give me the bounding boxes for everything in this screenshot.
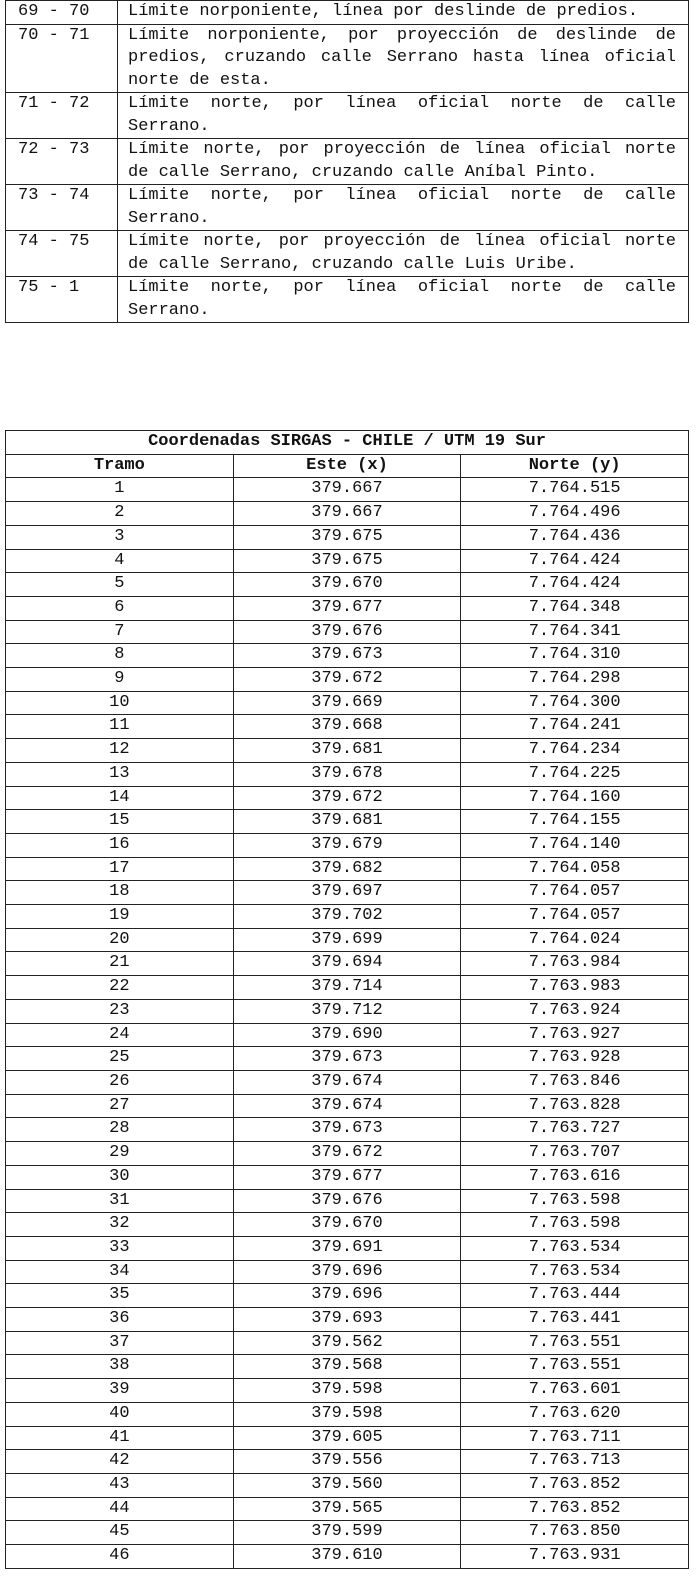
este-cell: 379.672 [233,786,461,810]
table-row [6,976,689,1000]
tramo-cell: 46 [6,1545,234,1569]
este-cell: 379.670 [233,1213,461,1237]
norte-cell: 7.764.140 [461,833,689,857]
norte-cell: 7.764.160 [461,786,689,810]
este-cell: 379.681 [233,810,461,834]
norte-cell: 7.763.711 [461,1426,689,1450]
norte-cell: 7.763.444 [461,1284,689,1308]
tramo-cell: 28 [6,1118,234,1142]
norte-cell: 7.764.348 [461,596,689,620]
este-cell: 379.610 [233,1545,461,1569]
este-cell: 379.598 [233,1379,461,1403]
norte-cell: 7.764.436 [461,525,689,549]
table-row [6,525,689,549]
column-header-tramo: Tramo [6,454,234,478]
tramo-cell: 37 [6,1331,234,1355]
norte-cell: 7.764.241 [461,715,689,739]
tramo-cell: 42 [6,1450,234,1474]
tramo-cell: 35 [6,1284,234,1308]
este-cell: 379.605 [233,1426,461,1450]
table-row [6,739,689,763]
table-row [6,502,689,526]
limit-row [6,277,689,323]
este-cell: 379.668 [233,715,461,739]
table-row [6,1118,689,1142]
tramo-cell: 19 [6,905,234,929]
norte-cell: 7.763.852 [461,1497,689,1521]
norte-cell: 7.764.057 [461,905,689,929]
tramo-cell: 4 [6,549,234,573]
table-row [6,1331,689,1355]
table-row [6,1023,689,1047]
este-cell: 379.674 [233,1094,461,1118]
tramo-cell: 33 [6,1236,234,1260]
este-cell: 379.667 [233,478,461,502]
table-row [6,1426,689,1450]
table-row [6,620,689,644]
este-cell: 379.667 [233,502,461,526]
este-cell: 379.675 [233,525,461,549]
este-cell: 379.598 [233,1402,461,1426]
coordinates-header-row [6,454,689,478]
table-row [6,1497,689,1521]
tramo-cell: 38 [6,1355,234,1379]
limit-segment: 73 - 74 [6,185,118,231]
norte-cell: 7.764.300 [461,691,689,715]
norte-cell: 7.763.727 [461,1118,689,1142]
limit-row [6,93,689,139]
table-row [6,573,689,597]
este-cell: 379.676 [233,1189,461,1213]
table-row [6,1213,689,1237]
tramo-cell: 14 [6,786,234,810]
norte-cell: 7.763.828 [461,1094,689,1118]
norte-cell: 7.764.424 [461,549,689,573]
limit-row [6,1,689,25]
norte-cell: 7.763.852 [461,1473,689,1497]
table-row [6,928,689,952]
norte-cell: 7.764.155 [461,810,689,834]
table-row [6,1165,689,1189]
table-row [6,1142,689,1166]
tramo-cell: 30 [6,1165,234,1189]
este-cell: 379.675 [233,549,461,573]
table-row [6,1450,689,1474]
limit-row [6,231,689,277]
norte-cell: 7.763.924 [461,999,689,1023]
limit-description: Límite norponiente, línea por deslinde de predios. [118,1,689,25]
table-row [6,762,689,786]
norte-cell: 7.763.551 [461,1331,689,1355]
table-row [6,715,689,739]
tramo-cell: 20 [6,928,234,952]
norte-cell: 7.763.441 [461,1308,689,1332]
este-cell: 379.565 [233,1497,461,1521]
este-cell: 379.679 [233,833,461,857]
tramo-cell: 6 [6,596,234,620]
coordinates-table-title: Coordenadas SIRGAS - CHILE / UTM 19 Sur [6,431,689,455]
table-row [6,1402,689,1426]
tramo-cell: 23 [6,999,234,1023]
table-row [6,1379,689,1403]
norte-cell: 7.763.850 [461,1521,689,1545]
table-row [6,952,689,976]
norte-cell: 7.764.424 [461,573,689,597]
tramo-cell: 1 [6,478,234,502]
tramo-cell: 45 [6,1521,234,1545]
este-cell: 379.682 [233,857,461,881]
norte-cell: 7.764.058 [461,857,689,881]
tramo-cell: 17 [6,857,234,881]
limit-segment: 70 - 71 [6,24,118,93]
limit-segment: 71 - 72 [6,93,118,139]
este-cell: 379.714 [233,976,461,1000]
este-cell: 379.674 [233,1070,461,1094]
este-cell: 379.673 [233,1047,461,1071]
column-header-este: Este (x) [233,454,461,478]
coordinates-table-body [6,478,689,1568]
norte-cell: 7.763.931 [461,1545,689,1569]
este-cell: 379.712 [233,999,461,1023]
este-cell: 379.673 [233,1118,461,1142]
norte-cell: 7.764.496 [461,502,689,526]
tramo-cell: 21 [6,952,234,976]
table-row [6,810,689,834]
limit-description: Límite norte, por línea oficial norte de calle Serrano. [118,93,689,139]
este-cell: 379.672 [233,668,461,692]
este-cell: 379.681 [233,739,461,763]
table-row [6,549,689,573]
norte-cell: 7.763.534 [461,1260,689,1284]
table-row [6,833,689,857]
table-row [6,668,689,692]
table-row [6,596,689,620]
norte-cell: 7.763.551 [461,1355,689,1379]
este-cell: 379.556 [233,1450,461,1474]
tramo-cell: 13 [6,762,234,786]
limit-row [6,24,689,93]
tramo-cell: 9 [6,668,234,692]
tramo-cell: 8 [6,644,234,668]
este-cell: 379.702 [233,905,461,929]
este-cell: 379.696 [233,1260,461,1284]
table-row [6,1355,689,1379]
norte-cell: 7.764.225 [461,762,689,786]
table-row [6,905,689,929]
este-cell: 379.672 [233,1142,461,1166]
este-cell: 379.562 [233,1331,461,1355]
tramo-cell: 27 [6,1094,234,1118]
tramo-cell: 18 [6,881,234,905]
este-cell: 379.694 [233,952,461,976]
este-cell: 379.673 [233,644,461,668]
limit-row [6,185,689,231]
norte-cell: 7.763.534 [461,1236,689,1260]
table-row [6,1070,689,1094]
este-cell: 379.560 [233,1473,461,1497]
norte-cell: 7.763.846 [461,1070,689,1094]
este-cell: 379.697 [233,881,461,905]
norte-cell: 7.764.341 [461,620,689,644]
este-cell: 379.568 [233,1355,461,1379]
limit-row [6,139,689,185]
table-row [6,1473,689,1497]
este-cell: 379.699 [233,928,461,952]
tramo-cell: 26 [6,1070,234,1094]
tramo-cell: 5 [6,573,234,597]
norte-cell: 7.763.616 [461,1165,689,1189]
table-row [6,999,689,1023]
norte-cell: 7.764.515 [461,478,689,502]
tramo-cell: 12 [6,739,234,763]
tramo-cell: 11 [6,715,234,739]
este-cell: 379.669 [233,691,461,715]
table-row [6,1189,689,1213]
norte-cell: 7.764.024 [461,928,689,952]
table-row [6,1047,689,1071]
limit-description: Límite norponiente, por proyección de deslinde de predios, cruzando calle Serrano hasta línea oficial norte de esta. [118,24,689,93]
este-cell: 379.693 [233,1308,461,1332]
limit-description: Límite norte, por línea oficial norte de calle Serrano. [118,185,689,231]
table-row [6,1308,689,1332]
table-row [6,1521,689,1545]
este-cell: 379.670 [233,573,461,597]
tramo-cell: 41 [6,1426,234,1450]
table-row [6,881,689,905]
limit-segment: 69 - 70 [6,1,118,25]
tramo-cell: 39 [6,1379,234,1403]
tramo-cell: 25 [6,1047,234,1071]
norte-cell: 7.763.983 [461,976,689,1000]
norte-cell: 7.763.620 [461,1402,689,1426]
norte-cell: 7.763.598 [461,1189,689,1213]
tramo-cell: 7 [6,620,234,644]
norte-cell: 7.764.234 [461,739,689,763]
tramo-cell: 3 [6,525,234,549]
tramo-cell: 34 [6,1260,234,1284]
table-row [6,691,689,715]
tramo-cell: 44 [6,1497,234,1521]
norte-cell: 7.764.057 [461,881,689,905]
limits-table-body [6,1,689,323]
norte-cell: 7.763.601 [461,1379,689,1403]
tramo-cell: 24 [6,1023,234,1047]
norte-cell: 7.763.713 [461,1450,689,1474]
norte-cell: 7.763.927 [461,1023,689,1047]
tramo-cell: 40 [6,1402,234,1426]
tramo-cell: 29 [6,1142,234,1166]
norte-cell: 7.764.298 [461,668,689,692]
este-cell: 379.678 [233,762,461,786]
column-header-norte: Norte (y) [461,454,689,478]
limit-segment: 74 - 75 [6,231,118,277]
limit-description: Límite norte, por línea oficial norte de calle Serrano. [118,277,689,323]
norte-cell: 7.763.928 [461,1047,689,1071]
tramo-cell: 10 [6,691,234,715]
este-cell: 379.677 [233,596,461,620]
table-row [6,1094,689,1118]
tramo-cell: 16 [6,833,234,857]
limit-description: Límite norte, por proyección de línea oficial norte de calle Serrano, cruzando calle Luis Uribe. [118,231,689,277]
este-cell: 379.691 [233,1236,461,1260]
tramo-cell: 36 [6,1308,234,1332]
coordinates-table-head [6,431,689,478]
este-cell: 379.690 [233,1023,461,1047]
table-row [6,857,689,881]
limit-description: Límite norte, por proyección de línea oficial norte de calle Serrano, cruzando calle Aníbal Pinto. [118,139,689,185]
limits-table [5,0,689,323]
este-cell: 379.696 [233,1284,461,1308]
norte-cell: 7.763.598 [461,1213,689,1237]
norte-cell: 7.763.707 [461,1142,689,1166]
tramo-cell: 2 [6,502,234,526]
este-cell: 379.599 [233,1521,461,1545]
tramo-cell: 22 [6,976,234,1000]
este-cell: 379.677 [233,1165,461,1189]
norte-cell: 7.764.310 [461,644,689,668]
table-row [6,1236,689,1260]
table-row [6,786,689,810]
table-row [6,1545,689,1569]
table-row [6,478,689,502]
tramo-cell: 15 [6,810,234,834]
tramo-cell: 43 [6,1473,234,1497]
tramo-cell: 32 [6,1213,234,1237]
table-row [6,644,689,668]
coordinates-table [5,430,689,1569]
table-row [6,1260,689,1284]
limit-segment: 75 - 1 [6,277,118,323]
coordinates-title-row [6,431,689,455]
table-row [6,1284,689,1308]
limit-segment: 72 - 73 [6,139,118,185]
este-cell: 379.676 [233,620,461,644]
norte-cell: 7.763.984 [461,952,689,976]
tramo-cell: 31 [6,1189,234,1213]
